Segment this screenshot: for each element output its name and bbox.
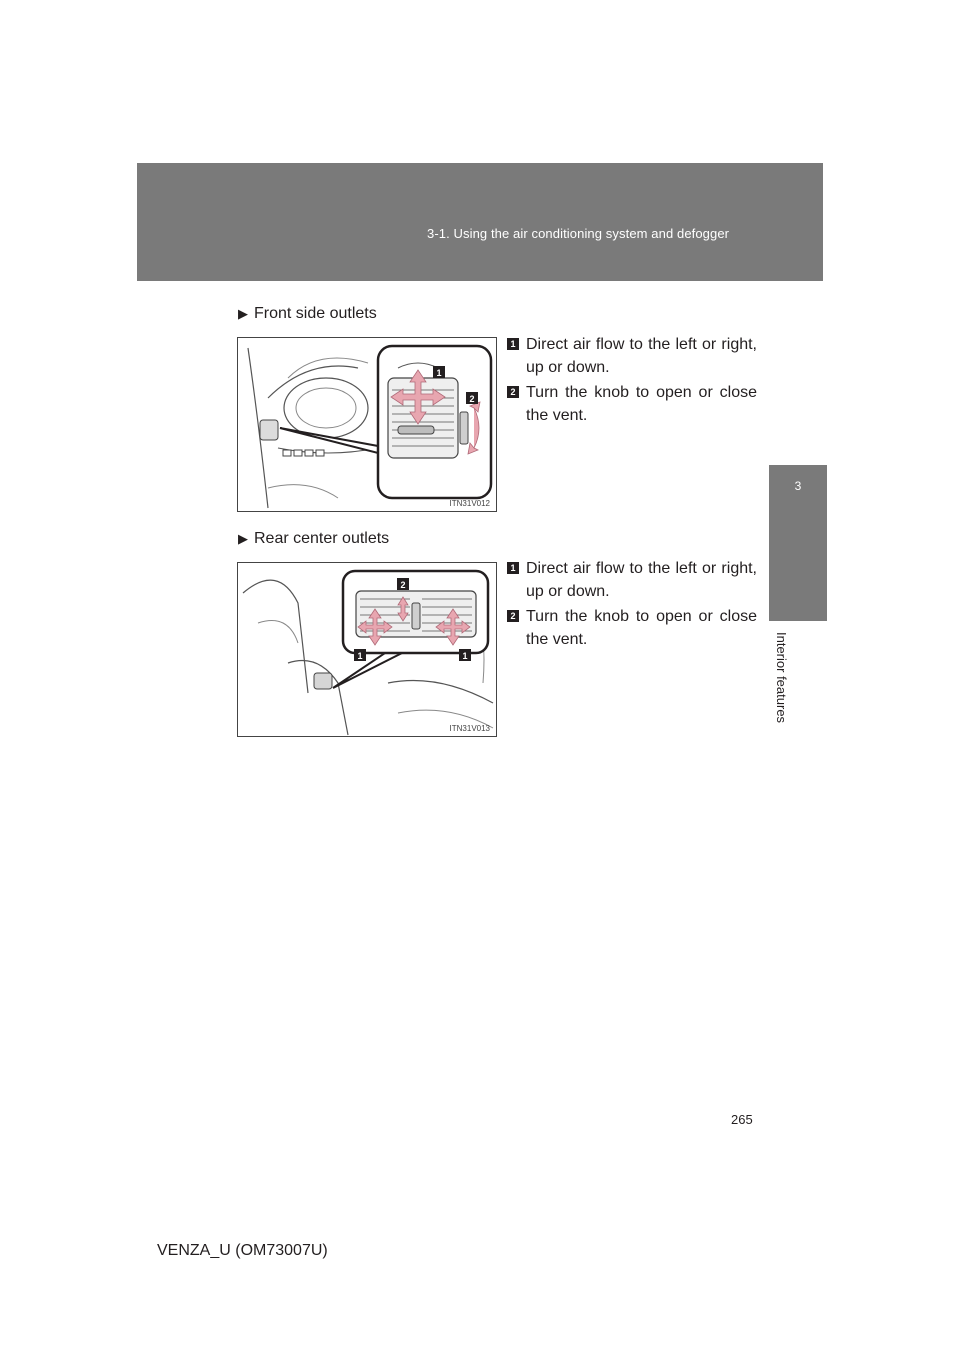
callout-label: 2 (469, 394, 475, 404)
callout-label: 2 (400, 580, 406, 590)
triangle-bullet-icon: ▶ (238, 531, 248, 546)
section-heading-front: ▶ Front side outlets (238, 305, 377, 322)
triangle-bullet-icon: ▶ (238, 306, 248, 321)
figure-front-side-outlets (237, 337, 497, 512)
step-number-badge: 1 (507, 338, 519, 350)
figure-code: ITN31V012 (449, 499, 490, 508)
list-item (507, 557, 757, 603)
front-outlet-illustration (238, 338, 496, 511)
list-item (507, 605, 757, 651)
step-text: Direct air flow to the left or right, up or down. (526, 336, 757, 376)
figure-rear-center-outlets (237, 562, 497, 737)
step-list-front (507, 333, 757, 429)
step-number-badge: 2 (507, 386, 519, 398)
step-number-badge: 2 (507, 610, 519, 622)
step-number-badge: 1 (507, 562, 519, 574)
step-text: Turn the knob to open or close the vent. (526, 384, 757, 424)
callout-label: 1 (436, 368, 442, 378)
manual-id: VENZA_U (OM73007U) (157, 1242, 328, 1259)
rear-outlet-illustration (238, 563, 496, 736)
chapter-tab[interactable] (769, 465, 827, 621)
figure-code: ITN31V013 (449, 724, 490, 733)
header-band (137, 163, 823, 281)
list-item (507, 333, 757, 379)
chapter-number: 3 (794, 479, 802, 493)
section-title: 3-1. Using the air conditioning system and defogger (427, 226, 730, 241)
section-heading-rear: ▶ Rear center outlets (238, 530, 390, 547)
step-text: Direct air flow to the left or right, up or down. (526, 560, 757, 600)
step-list-rear (507, 557, 757, 653)
step-text: Turn the knob to open or close the vent. (526, 608, 757, 648)
callout-label: 1 (357, 651, 363, 661)
callout-label: 1 (462, 651, 468, 661)
chapter-label: Interior features (774, 632, 789, 724)
list-item (507, 381, 757, 427)
page-number: 265 (731, 1112, 753, 1127)
